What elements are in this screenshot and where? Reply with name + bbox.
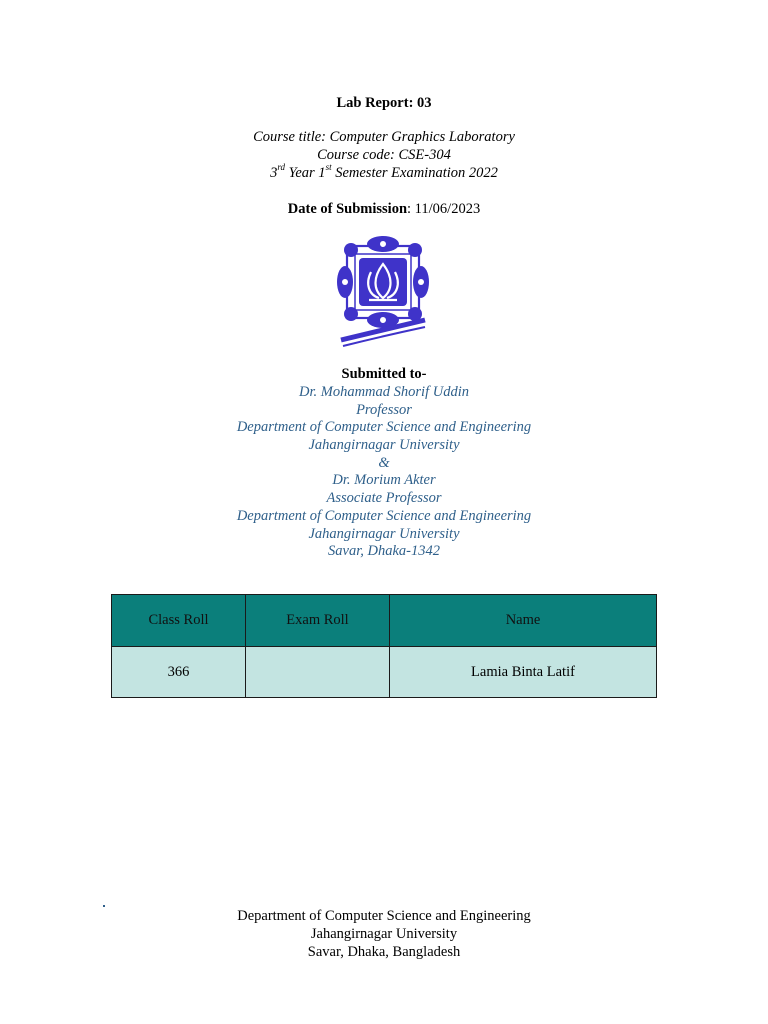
cell-class-roll: 366 [112, 647, 246, 698]
header-exam-roll: Exam Roll [246, 595, 390, 647]
submitted-to-line: Jahangirnagar University [308, 437, 460, 454]
cell-name: Lamia Binta Latif [390, 647, 657, 698]
header-name: Name [390, 595, 657, 647]
footer-line: Department of Computer Science and Engineering [237, 908, 531, 924]
table-header-row [112, 595, 657, 647]
submitted-to-line: Department of Computer Science and Engineering [236, 419, 532, 436]
footer-line: Savar, Dhaka, Bangladesh [307, 944, 461, 960]
date-value: : 11/06/2023 [407, 201, 481, 217]
submitted-to [0, 365, 768, 560]
report-title: Lab Report: 03 [336, 95, 432, 111]
submitted-to-heading: Submitted to- [341, 366, 427, 382]
submission-date [0, 200, 768, 218]
header-class-roll: Class Roll [112, 595, 246, 647]
university-seal-icon [333, 232, 433, 352]
course-info [0, 128, 768, 182]
submitted-to-line: Department of Computer Science and Engineering [236, 507, 532, 524]
course-title: Course title: Computer Graphics Laboratory [253, 129, 515, 145]
table-row [112, 647, 657, 698]
submitted-to-line: Jahangirnagar University [308, 525, 460, 542]
footer-line: Jahangirnagar University [310, 926, 458, 942]
submitted-to-line: Savar, Dhaka-1342 [328, 543, 440, 560]
footer [0, 907, 768, 961]
submitted-to-line: Dr. Mohammad Shorif Uddin [299, 384, 469, 400]
student-table [111, 594, 657, 698]
submitted-to-line: Professor [356, 401, 412, 418]
exam-line: 3rd Year 1st Semester Examination 2022 [270, 162, 498, 181]
submitted-to-line: & [378, 454, 390, 471]
course-code: Course code: CSE-304 [317, 147, 451, 163]
submitted-to-line: Associate Professor [326, 490, 442, 507]
submitted-to-line: Dr. Morium Akter [332, 472, 436, 489]
date-label: Date of Submission [287, 201, 408, 217]
cell-exam-roll [246, 647, 390, 698]
